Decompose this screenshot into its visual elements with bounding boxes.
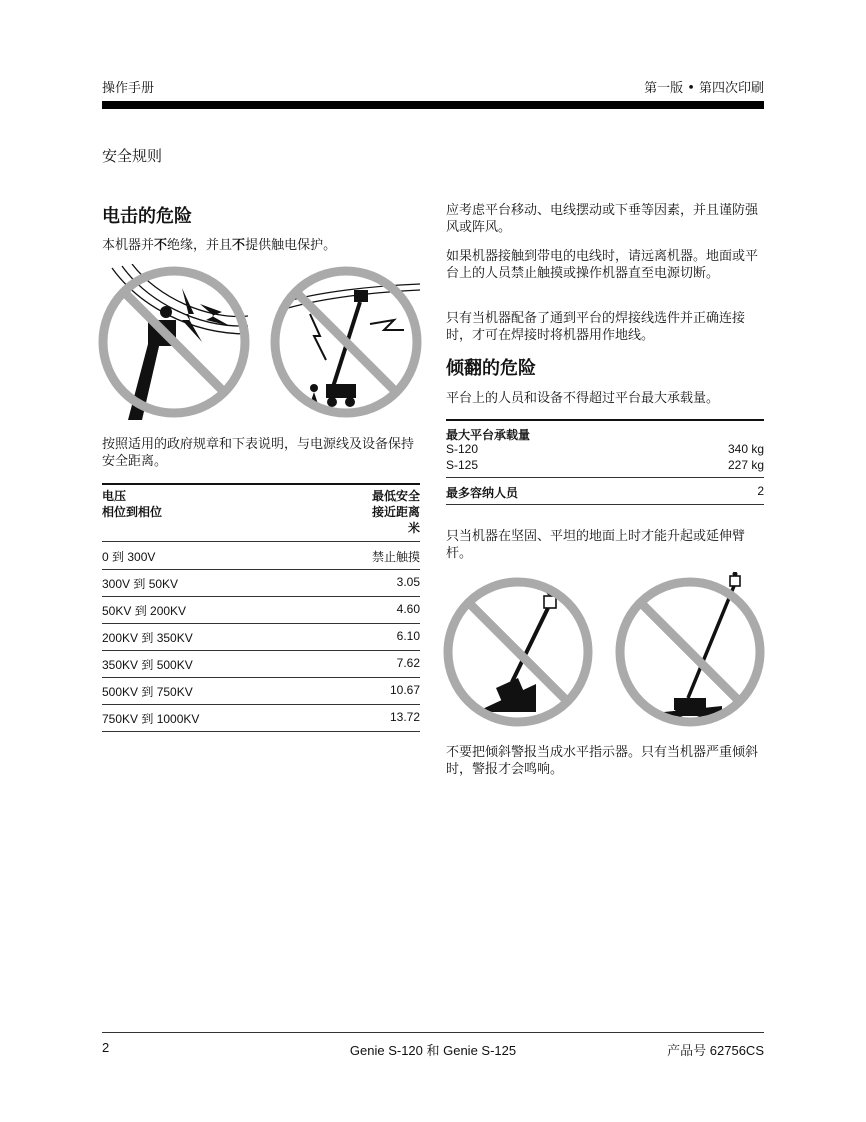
- voltage-header-line2: 相位到相位: [102, 505, 163, 519]
- part-number: 产品号 62756CS: [667, 1043, 764, 1058]
- voltage-cell: 200KV 到 350KV: [102, 631, 193, 645]
- distance-cell: 13.72: [389, 710, 420, 724]
- header-rule: [102, 101, 764, 109]
- distance-cell: 7.62: [396, 656, 420, 670]
- tip-over-heading: 倾翻的危险: [446, 358, 536, 379]
- table-row: [102, 677, 420, 705]
- voltage-header-line1: 电压: [102, 489, 127, 503]
- table-row: [102, 623, 420, 651]
- wind-warning: 应考虑平台移动、电线摆动或下垂等因素，并且谨防强风或阵风。: [446, 203, 759, 235]
- table-row: [102, 569, 420, 597]
- section-title: 安全规则: [102, 147, 163, 165]
- voltage-cell: 350KV 到 500KV: [102, 658, 193, 672]
- capacity-top-rule: [446, 419, 764, 421]
- voltage-cell: 0 到 300V: [102, 550, 156, 564]
- footer-rule: [102, 1032, 764, 1033]
- capacity-model: S-120: [446, 442, 479, 456]
- distance-header-line1: 最低安全: [371, 489, 420, 503]
- distance-cell: 3.05: [396, 575, 420, 589]
- table-row: [102, 596, 420, 624]
- table-top-rule: [102, 483, 420, 485]
- distance-header-line3: 米: [407, 521, 420, 535]
- intro-part: 提供触电保护。: [245, 238, 337, 253]
- distance-cell: 禁止触摸: [371, 550, 420, 564]
- distance-cell: 4.60: [396, 602, 420, 616]
- voltage-cell: 500KV 到 750KV: [102, 685, 193, 699]
- capacity-bottom-rule: [446, 504, 764, 505]
- voltage-cell: 750KV 到 1000KV: [102, 712, 200, 726]
- distance-cell: 10.67: [389, 683, 420, 697]
- manual-title: 操作手册: [102, 81, 155, 96]
- distance-instruction: 按照适用的政府规章和下表说明，与电源线及设备保持安全距离。: [102, 437, 415, 469]
- tilt-alarm-note: 不要把倾斜警报当成水平指示器。只有当机器严重倾斜时，警报才会鸣响。: [446, 745, 759, 777]
- occupants-label: 最多容纳人员: [446, 486, 519, 500]
- voltage-column-header: [102, 488, 162, 520]
- voltage-cell: 300V 到 50KV: [102, 577, 179, 591]
- intro-emphasis: 不: [232, 238, 246, 253]
- intro-part: 绝缘，并且: [167, 238, 233, 253]
- capacity-value: 340 kg: [727, 442, 764, 456]
- boom-contact-illustration: [270, 264, 422, 422]
- intro-emphasis: 不: [154, 238, 168, 253]
- footer-model: Genie S-120 和 Genie S-125: [349, 1043, 517, 1058]
- occupants-value: 2: [757, 484, 764, 498]
- welding-note: 只有当机器配备了通到平台的焊接线选件并正确连接时，才可在焊接时将机器用作地线。: [446, 311, 746, 343]
- intro-text: [102, 237, 422, 254]
- extended-boom-illustration: [612, 572, 768, 730]
- distance-header-line2: 接近距离: [371, 505, 420, 519]
- distance-cell: 6.10: [396, 629, 420, 643]
- voltage-cell: 50KV 到 200KV: [102, 604, 187, 618]
- table-row: [102, 542, 420, 570]
- intro-part: 本机器并: [102, 238, 155, 253]
- capacity-title: 最大平台承载量: [446, 428, 531, 442]
- table-row: [102, 704, 420, 732]
- capacity-value: 227 kg: [727, 458, 764, 472]
- slope-hazard-illustration: [440, 574, 596, 730]
- distance-column-header: [340, 488, 420, 536]
- page-number: 2: [102, 1040, 110, 1055]
- edition-info: 第一版 • 第四次印刷: [644, 81, 764, 96]
- capacity-model: S-125: [446, 458, 479, 472]
- contact-warning: 如果机器接触到带电的电线时，请远离机器。地面或平台上的人员禁止触摸或操作机器直至电源切断。: [446, 249, 759, 281]
- capacity-warning: 平台上的人员和设备不得超过平台最大承载量。: [446, 391, 720, 406]
- table-row: [102, 650, 420, 678]
- electrocution-heading: 电击的危险: [102, 206, 192, 227]
- capacity-mid-rule: [446, 477, 764, 478]
- powerline-hazard-illustration: [98, 264, 250, 422]
- level-ground-note: 只当机器在坚固、平坦的地面上时才能升起或延伸臂杆。: [446, 529, 746, 561]
